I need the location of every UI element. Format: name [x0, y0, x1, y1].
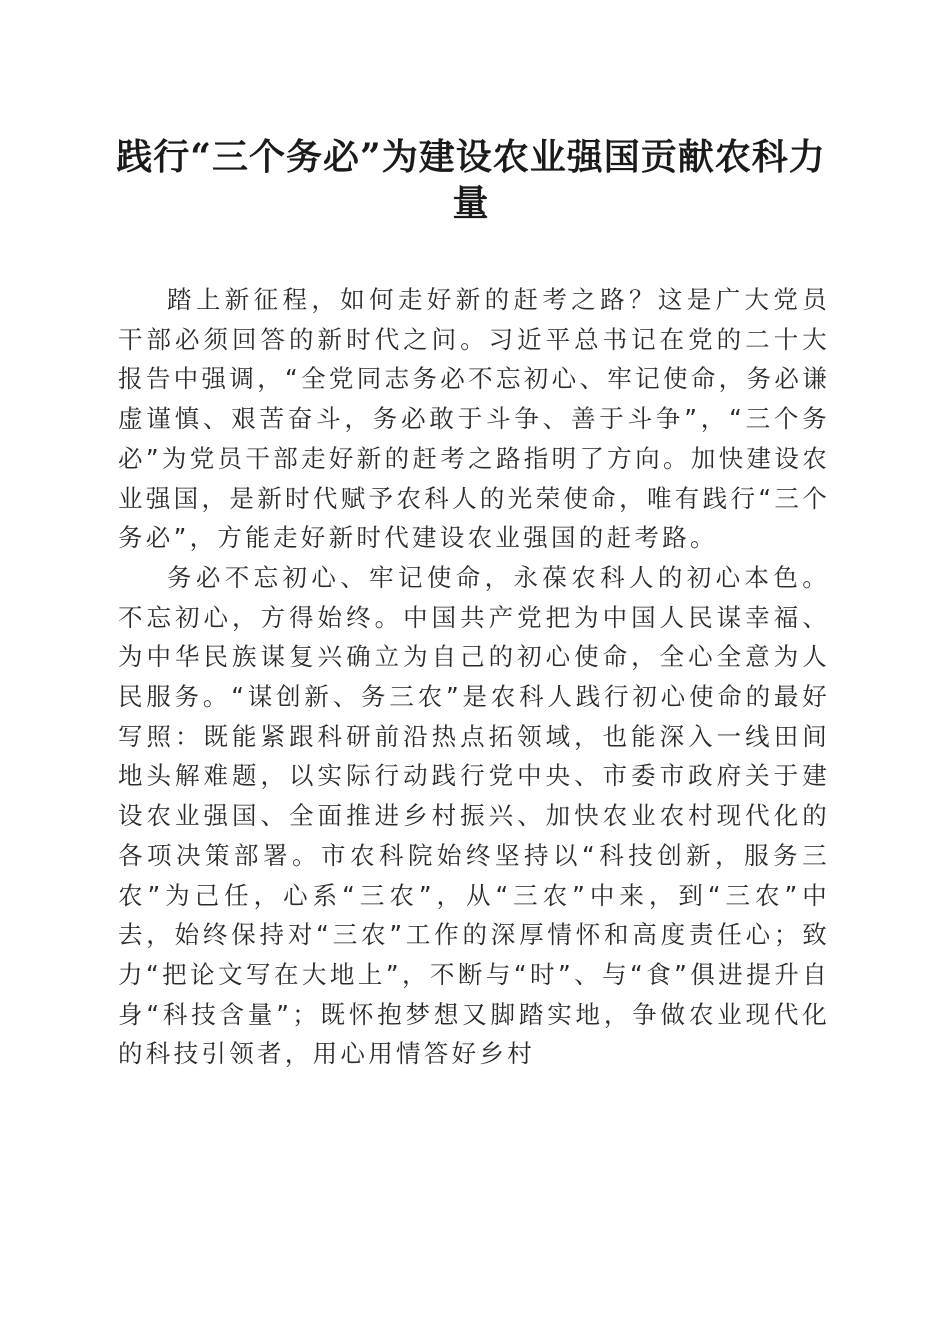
document-body [118, 280, 830, 1074]
paragraph-1: 踏上新征程，如何走好新的赶考之路？这是广大党员干部必须回答的新时代之问。习近平总书记在党的二十大报告中强调，“全党同志务必不忘初心、牢记使命，务必谦虚谨慎、艰苦奋斗，务必敢于斗争、善于斗争”，“三个务必”为党员干部走好新的赶考之路指明了方向。加快建设农业强国，是新时代赋予农科人的光荣使命，唯有践行“三个务必”，方能走好新时代建设农业强国的赶考路。 [118, 285, 830, 553]
document-title: 践行“三个务必”为建设农业强国贡献农科力量 [116, 136, 826, 224]
paragraph-2: 务必不忘初心、牢记使命，永葆农科人的初心本色。不忘初心，方得始终。中国共产党把为中国人民谋幸福、为中华民族谋复兴确立为自己的初心使命，全心全意为人民服务。“谋创新、务三农”是农科人践行初心使命的最好写照：既能紧跟科研前沿热点拓领域，也能深入一线田间地头解难题，以实际行动践行党中央、市委市政府关于建设农业强国、全面推进乡村振兴、加快农业农村现代化的各项决策部署。市农科院始终坚持以“科技创新，服务三农”为己任，心系“三农”，从“三农”中来，到“三农”中去，始终保持对“三农”工作的深厚情怀和高度责任心；致力“把论文写在大地上”，不断与“时”、与“食”俱进提升自身“科技含量”；既怀抱梦想又脚踏实地，争做农业现代化的科技引领者，用心用情答好乡村 [118, 562, 830, 1069]
